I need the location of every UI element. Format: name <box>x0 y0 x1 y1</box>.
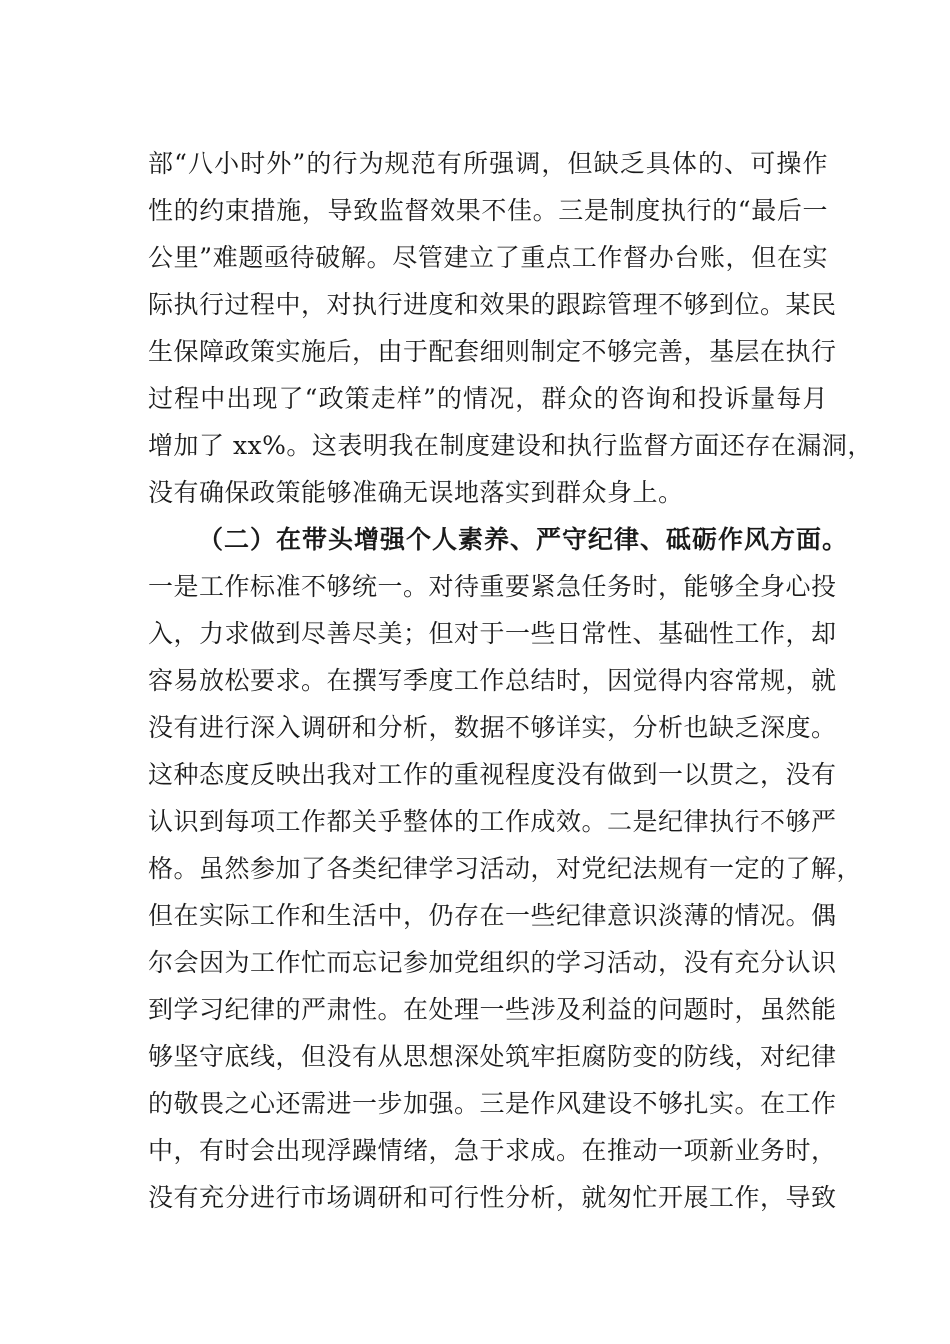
paragraph-line: 尔会因为工作忙而忘记参加党组织的学习活动，没有充分认识 <box>148 948 837 977</box>
paragraph-line: 但在实际工作和生活中，仍存在一些纪律意识淡薄的情况。偶 <box>148 901 837 930</box>
paragraph-line: 过程中出现了“政策走样”的情况，群众的咨询和投诉量每月 <box>148 384 828 413</box>
paragraph-line: 格。虽然参加了各类纪律学习活动，对党纪法规有一定的了解， <box>148 854 863 883</box>
paragraph-line: 入，力求做到尽善尽美；但对于一些日常性、基础性工作，却 <box>148 619 837 648</box>
paragraph-line: 际执行过程中，对执行进度和效果的跟踪管理不够到位。某民 <box>148 290 837 319</box>
paragraph-line: 公里”难题亟待破解。尽管建立了重点工作督办台账，但在实 <box>148 243 828 272</box>
paragraph-line: 容易放松要求。在撰写季度工作总结时，因觉得内容常规，就 <box>148 666 837 695</box>
section-heading: （二）在带头增强个人素养、严守纪律、砥砺作风方面。 <box>198 525 849 554</box>
paragraph-line: 没有确保政策能够准确无误地落实到群众身上。 <box>148 478 684 507</box>
paragraph-line: 生保障政策实施后，由于配套细则制定不够完善，基层在执行 <box>148 337 837 366</box>
paragraph-line: 一是工作标准不够统一。对待重要紧急任务时，能够全身心投 <box>148 572 837 601</box>
paragraph-line: 没有充分进行市场调研和可行性分析，就匆忙开展工作，导致 <box>148 1183 837 1212</box>
paragraph-line: 到学习纪律的严肃性。在处理一些涉及利益的问题时，虽然能 <box>148 995 837 1024</box>
paragraph-line: 这种态度反映出我对工作的重视程度没有做到一以贯之，没有 <box>148 760 837 789</box>
paragraph-line: 够坚守底线，但没有从思想深处筑牢拒腐防变的防线，对纪律 <box>148 1042 837 1071</box>
document-body <box>148 140 873 1221</box>
paragraph-line: 增加了 xx%。这表明我在制度建设和执行监督方面还存在漏洞， <box>148 431 873 460</box>
paragraph-line: 没有进行深入调研和分析，数据不够详实，分析也缺乏深度。 <box>148 713 837 742</box>
paragraph-line: 部“八小时外”的行为规范有所强调，但缺乏具体的、可操作 <box>148 149 828 178</box>
paragraph-line: 性的约束措施，导致监督效果不佳。三是制度执行的“最后一 <box>148 196 828 225</box>
paragraph-line: 的敬畏之心还需进一步加强。三是作风建设不够扎实。在工作 <box>148 1089 837 1118</box>
paragraph-line: 认识到每项工作都关乎整体的工作成效。二是纪律执行不够严 <box>148 807 837 836</box>
paragraph-line: 中，有时会出现浮躁情绪，急于求成。在推动一项新业务时， <box>148 1136 837 1165</box>
